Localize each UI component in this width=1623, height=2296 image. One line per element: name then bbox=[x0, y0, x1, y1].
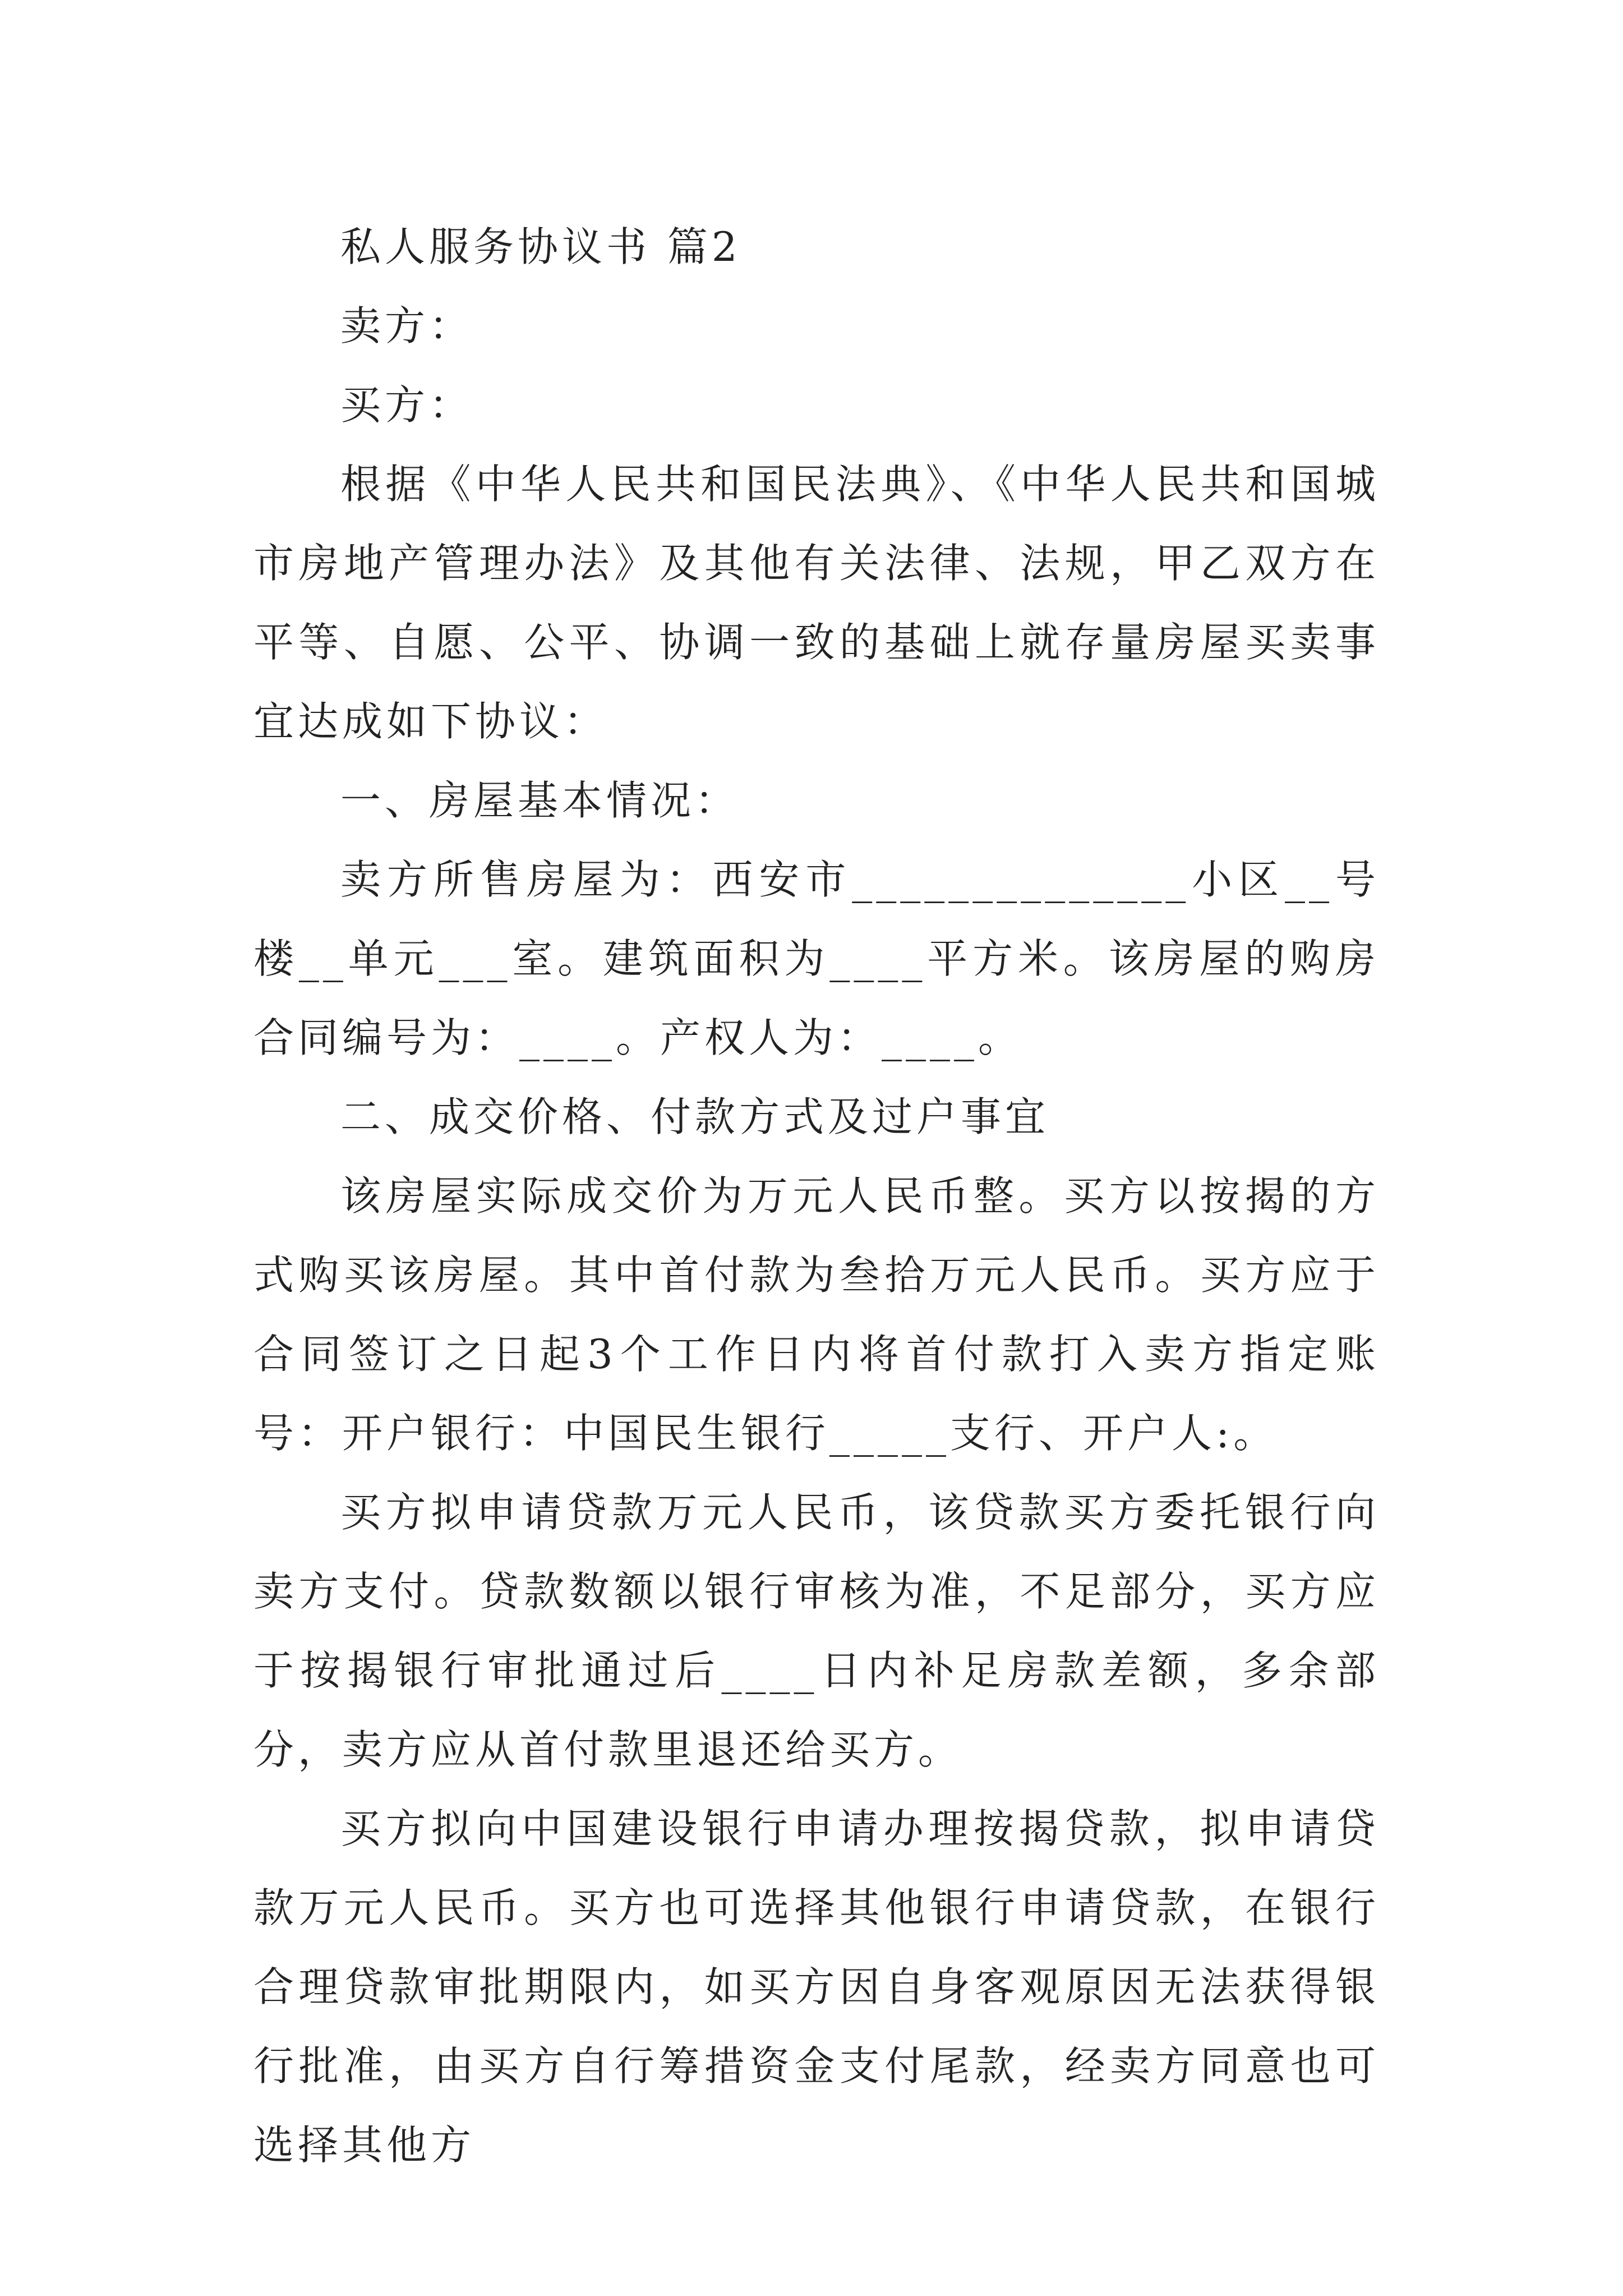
mortgage-paragraph: 买方拟向中国建设银行申请办理按揭贷款，拟申请贷款万元人民币。买方也可选择其他银行申请贷款，在银行合理贷款审批期限内，如买方因自身客观原因无法获得银行批准，由买方自行筹措资金支付尾款，经卖方同意也可选择其他方 bbox=[253, 1805, 1380, 2169]
section-heading-property: 一、房屋基本情况： bbox=[340, 777, 740, 824]
property-details-paragraph: 卖方所售房屋为：西安市______________小区__号楼__单元___室。建筑面积为____平方米。该房屋的购房合同编号为：____。产权人为：____。 bbox=[253, 856, 1380, 1061]
legal-basis-paragraph: 根据《中华人民共和国民法典》、《中华人民共和国城市房地产管理办法》及其他有关法律、法规，甲乙双方在平等、自愿、公平、协调一致的基础上就存量房屋买卖事宜达成如下协议： bbox=[253, 461, 1380, 745]
document-body bbox=[253, 208, 1380, 2185]
seller-line: 卖方： bbox=[340, 302, 474, 349]
price-paragraph: 该房屋实际成交价为万元人民币整。买方以按揭的方式购买该房屋。其中首付款为叁拾万元人民币。买方应于合同签订之日起3个工作日内将首付款打入卖方指定账号：开户银行：中国民生银行_____支行、开户人:。 bbox=[253, 1172, 1380, 1457]
document-title: 私人服务协议书 篇2 bbox=[340, 223, 741, 270]
section-heading-price: 二、成交价格、付款方式及过户事宜 bbox=[340, 1093, 1050, 1140]
loan-paragraph: 买方拟申请贷款万元人民币，该贷款买方委托银行向卖方支付。贷款数额以银行审核为准，不足部分，买方应于按揭银行审批通过后____日内补足房款差额，多余部分，卖方应从首付款里退还给买方。 bbox=[253, 1489, 1380, 1773]
buyer-line: 买方： bbox=[340, 381, 474, 429]
